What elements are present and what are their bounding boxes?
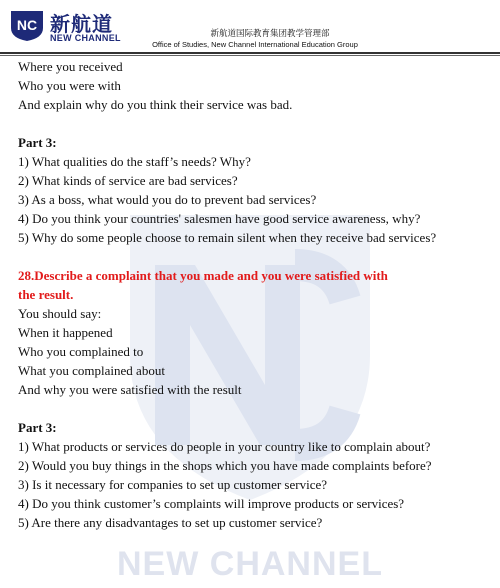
cue-card-line: When it happened bbox=[18, 325, 113, 340]
part3-question: 2) Would you buy things in the shops which you have made complaints before? bbox=[18, 458, 432, 473]
part3-question: 4) Do you think customer’s complaints will improve products or services? bbox=[18, 496, 405, 511]
document-body bbox=[18, 57, 488, 532]
part3-heading: Part 3: bbox=[18, 420, 57, 435]
part3-question: 5) Why do some people choose to remain silent when they receive bad services? bbox=[18, 230, 437, 245]
topic-title-continued: the result. bbox=[18, 287, 74, 302]
part3-question: 5) Are there any disadvantages to set up customer service? bbox=[18, 515, 323, 530]
part3-question: 3) Is it necessary for companies to set up customer service? bbox=[18, 477, 328, 492]
org-name-chinese: 新航道国际教育集团教学管理部 bbox=[210, 29, 330, 39]
intro-line: And explain why do you think their service was bad. bbox=[18, 97, 293, 112]
part3-question: 2) What kinds of service are bad services? bbox=[18, 173, 238, 188]
header-rule-thick bbox=[0, 52, 500, 54]
cue-card-line: What you complained about bbox=[18, 363, 165, 378]
intro-line: Where you received bbox=[18, 59, 123, 74]
logo-badge-icon bbox=[10, 10, 44, 42]
part3-heading: Part 3: bbox=[18, 135, 57, 150]
part3-question: 4) Do you think your countries' salesmen have good service awareness, why? bbox=[18, 211, 421, 226]
svg-text:NC: NC bbox=[16, 17, 38, 33]
watermark-brand-text: NEW CHANNEL bbox=[117, 545, 383, 583]
logo-english-text: NEW CHANNEL bbox=[50, 33, 121, 43]
part3-question: 3) As a boss, what would you do to prevent bad services? bbox=[18, 192, 317, 207]
org-name-english: Office of Studies, New Channel International Education Group bbox=[152, 40, 358, 49]
header-rule-thin bbox=[0, 55, 500, 56]
intro-line: Who you were with bbox=[18, 78, 121, 93]
part3-question: 1) What qualities do the staff’s needs? Why? bbox=[18, 154, 251, 169]
document-header bbox=[0, 0, 500, 54]
topic-title: 28.Describe a complaint that you made and you were satisfied with bbox=[18, 268, 388, 283]
part3-question: 1) What products or services do people in your country like to complain about? bbox=[18, 439, 431, 454]
cue-card-line: And why you were satisfied with the result bbox=[18, 382, 242, 397]
cue-card-line: You should say: bbox=[18, 306, 102, 321]
logo-chinese-text: 新航道 bbox=[50, 12, 113, 36]
cue-card-line: Who you complained to bbox=[18, 344, 144, 359]
